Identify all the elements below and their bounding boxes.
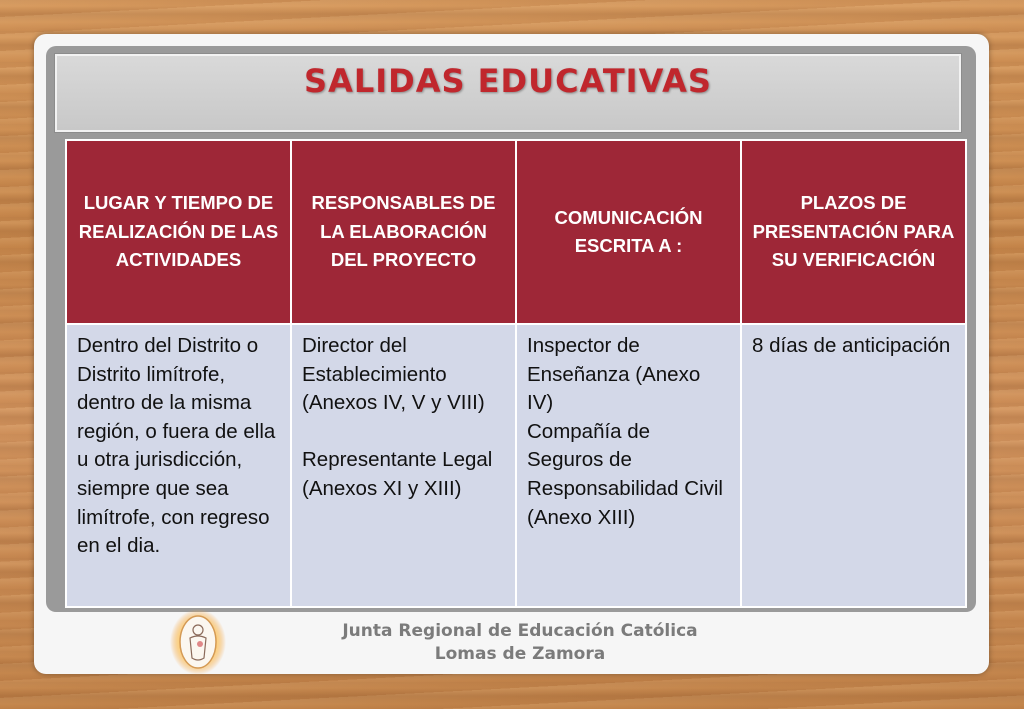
header-comunicacion: COMUNICACIÓN ESCRITA A : [516, 140, 741, 324]
header-responsables: RESPONSABLES DE LA ELABORACIÓN DEL PROYECTO [291, 140, 516, 324]
header-lugar: LUGAR Y TIEMPO DE REALIZACIÓN DE LAS ACTIVIDADES [66, 140, 291, 324]
responsable-representante: Representante Legal (Anexos XI y XIII) [302, 448, 493, 500]
footer-organization: Junta Regional de Educación Católica [342, 621, 698, 641]
footer-location: Lomas de Zamora [434, 644, 606, 664]
info-table [65, 139, 967, 608]
title-bar [55, 54, 961, 132]
page-title: SALIDAS EDUCATIVAS [304, 62, 712, 100]
cell-responsables [291, 324, 516, 607]
header-plazos: PLAZOS DE PRESENTACIÓN PARA SU VERIFICACIÓN [741, 140, 966, 324]
responsable-director: Director del Establecimiento (Anexos IV, V y VIII) [302, 334, 485, 415]
table-row [66, 324, 966, 607]
table-header-row [66, 140, 966, 324]
footer [300, 620, 740, 666]
comunicacion-seguros: Compañía de Seguros de Responsabilidad Civil (Anexo XIII) [527, 419, 723, 529]
cell-lugar: Dentro del Distrito o Distrito limítrofe, dentro de la misma región, o fuera de ella u otra jurisdicción, siempre que sea limítrofe, con regreso en el dia. [66, 324, 291, 607]
cell-comunicacion [516, 324, 741, 607]
cell-plazos: 8 días de anticipación [741, 324, 966, 607]
marian-emblem-icon [168, 606, 228, 676]
comunicacion-inspector: Inspector de Enseñanza (Anexo IV) [527, 334, 701, 415]
